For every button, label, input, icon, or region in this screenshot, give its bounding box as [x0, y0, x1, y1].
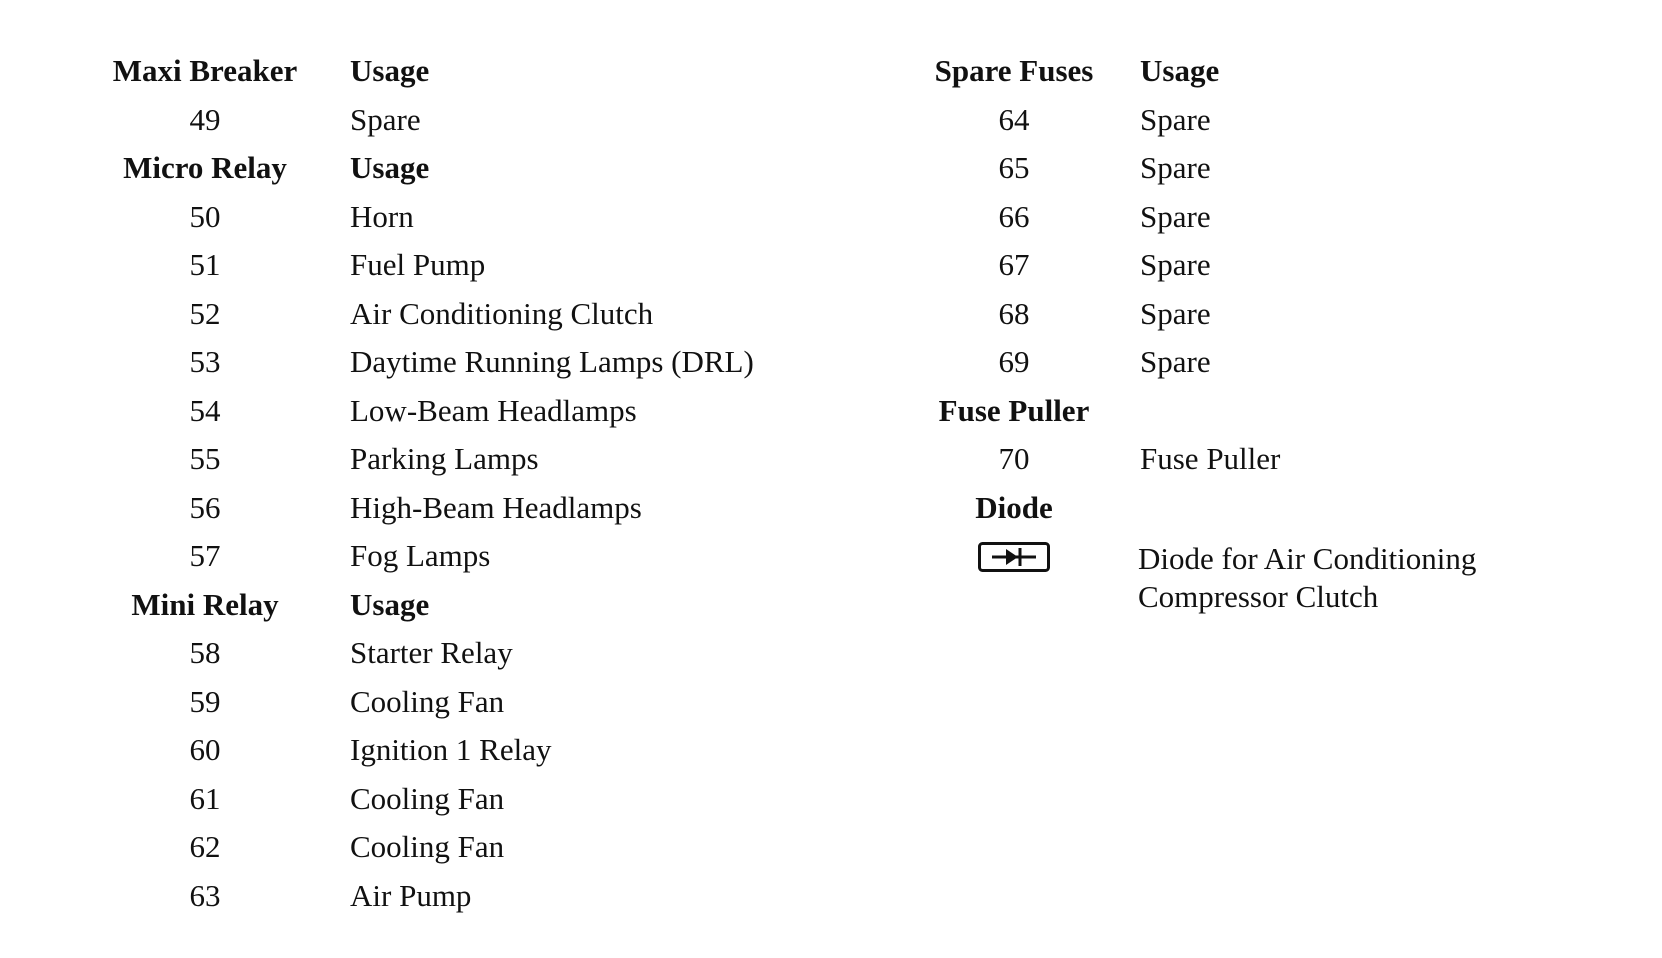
- fuse-usage: Spare: [1140, 247, 1211, 283]
- fuse-number: 69: [998, 344, 1030, 380]
- fuse-number: 62: [189, 829, 221, 865]
- section-header-row: [918, 47, 1538, 96]
- usage-header: Usage: [350, 53, 430, 89]
- usage-header: Usage: [350, 586, 430, 622]
- diode-row: [918, 540, 1538, 616]
- table-row: [918, 144, 1538, 193]
- fuse-usage: Ignition 1 Relay: [350, 732, 552, 768]
- fuse-usage: Spare: [1140, 295, 1211, 331]
- fuse-usage: Spare: [1140, 101, 1211, 137]
- table-row: [94, 823, 754, 872]
- fuse-usage: Parking Lamps: [350, 441, 539, 477]
- fuse-number: 64: [998, 101, 1030, 137]
- table-row: [94, 484, 754, 533]
- fuse-usage: Spare: [1140, 344, 1211, 380]
- fuse-usage: Fog Lamps: [350, 538, 491, 574]
- section-title: Maxi Breaker: [112, 53, 298, 89]
- table-row: [94, 435, 754, 484]
- table-row: [918, 193, 1538, 242]
- fuse-usage: Low-Beam Headlamps: [350, 392, 637, 428]
- fuse-usage: Spare: [1140, 150, 1211, 186]
- fuse-number: 60: [189, 732, 221, 768]
- diode-usage-line2: Compressor Clutch: [1138, 579, 1379, 614]
- fuse-number: 54: [189, 392, 221, 428]
- fuse-number: 52: [189, 295, 221, 331]
- fuse-usage: Cooling Fan: [350, 683, 505, 719]
- fuse-usage: Horn: [350, 198, 414, 234]
- fuse-number: 49: [189, 101, 221, 137]
- fuse-number: 68: [998, 295, 1030, 331]
- fuse-number: 56: [189, 489, 221, 525]
- fuse-usage: High-Beam Headlamps: [350, 489, 642, 525]
- table-row: [918, 290, 1538, 339]
- table-row: [94, 726, 754, 775]
- fuse-usage: Cooling Fan: [350, 780, 505, 816]
- table-row: [94, 338, 754, 387]
- table-row: [918, 435, 1538, 484]
- fuse-number: 66: [998, 198, 1030, 234]
- diode-symbol-cell: [918, 540, 1110, 572]
- fuse-usage: Fuse Puller: [1140, 441, 1281, 477]
- fuse-usage: Starter Relay: [350, 635, 513, 671]
- fuse-number: 51: [189, 247, 221, 283]
- fuse-usage: Spare: [350, 101, 421, 137]
- section-title: Diode: [975, 489, 1053, 525]
- table-row: [94, 387, 754, 436]
- table-row: [94, 775, 754, 824]
- table-row: [94, 872, 754, 921]
- fuse-number: 70: [998, 441, 1030, 477]
- table-row: [918, 241, 1538, 290]
- section-title: Spare Fuses: [934, 53, 1094, 89]
- usage-header: Usage: [350, 150, 430, 186]
- fuse-usage: Air Pump: [350, 877, 472, 913]
- left-fuse-table: [94, 47, 754, 920]
- fuse-usage: Spare: [1140, 198, 1211, 234]
- fuse-number: 63: [189, 877, 221, 913]
- fuse-usage: Fuel Pump: [350, 247, 486, 283]
- fuse-number: 59: [189, 683, 221, 719]
- section-title: Mini Relay: [131, 586, 279, 622]
- fuse-number: 58: [189, 635, 221, 671]
- fuse-number: 55: [189, 441, 221, 477]
- section-header-row: [94, 47, 754, 96]
- section-header-row: [918, 387, 1538, 436]
- table-row: [94, 678, 754, 727]
- fuse-number: 50: [189, 198, 221, 234]
- section-header-row: [918, 484, 1538, 533]
- fuse-number: 61: [189, 780, 221, 816]
- fuse-usage: Cooling Fan: [350, 829, 505, 865]
- section-title: Fuse Puller: [938, 392, 1090, 428]
- fuse-usage: Daytime Running Lamps (DRL): [350, 344, 754, 380]
- table-row: [94, 532, 754, 581]
- fuse-number: 65: [998, 150, 1030, 186]
- table-row: [918, 338, 1538, 387]
- table-row: [94, 629, 754, 678]
- section-header-row: [94, 144, 754, 193]
- diode-usage: [1110, 540, 1538, 616]
- table-row: [94, 193, 754, 242]
- fuse-usage: Air Conditioning Clutch: [350, 295, 654, 331]
- fuse-number: 53: [189, 344, 221, 380]
- table-row: [918, 96, 1538, 145]
- fuse-number: 67: [998, 247, 1030, 283]
- diode-symbol-icon: [978, 542, 1050, 572]
- section-title: Micro Relay: [123, 150, 287, 186]
- usage-header: Usage: [1140, 53, 1220, 89]
- diode-usage-line1: Diode for Air Conditioning: [1138, 541, 1477, 576]
- right-fuse-table: [918, 47, 1538, 616]
- table-row: [94, 96, 754, 145]
- table-row: [94, 241, 754, 290]
- section-header-row: [94, 581, 754, 630]
- fuse-number: 57: [189, 538, 221, 574]
- table-row: [94, 290, 754, 339]
